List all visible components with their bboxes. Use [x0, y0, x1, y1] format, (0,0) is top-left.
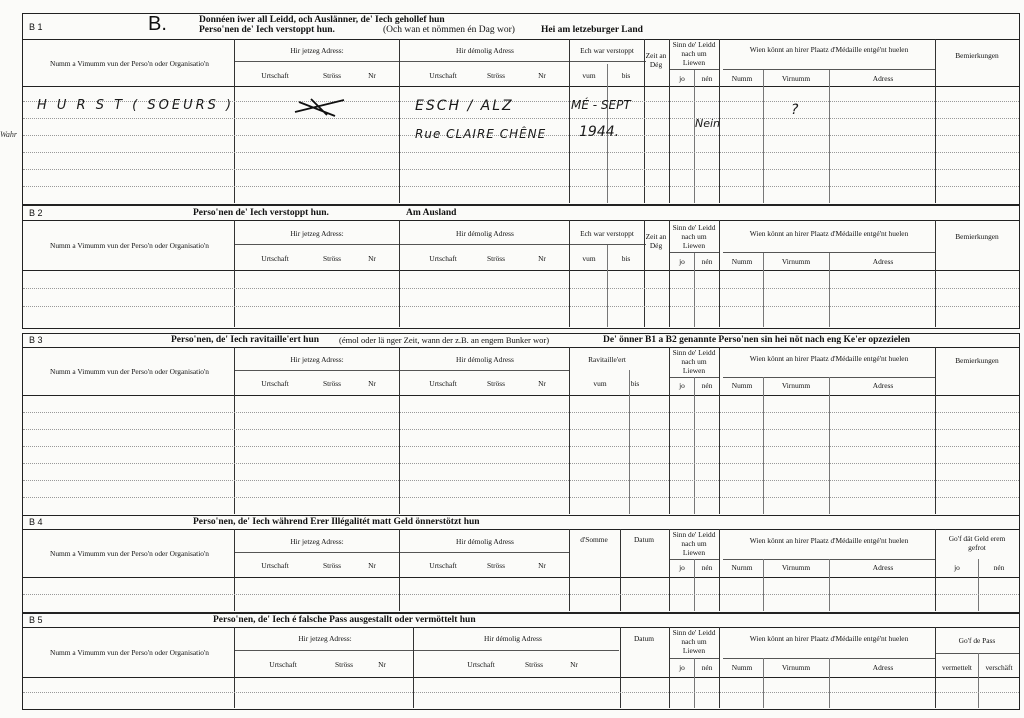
col-addr-now-header: Hir jetzeg Adress:	[290, 229, 344, 238]
sub-nr: Nr	[378, 660, 386, 669]
col-remarks-header: Bemierkungen	[955, 356, 999, 365]
col-addr-now-header: Hir jetzeg Adress:	[298, 634, 352, 643]
table-header	[23, 220, 1019, 271]
hw-year: 1944.	[579, 124, 620, 140]
section-subtitle-note: (Och wan et nömmen én Dag wor)	[383, 25, 515, 35]
sub-no: nén	[993, 563, 1005, 572]
sub-from: vum	[582, 71, 596, 80]
sub-place: Urtschaft	[467, 660, 495, 669]
col-addr-then-header: Hir démolig Adress	[484, 634, 542, 643]
sub-yes: jo	[679, 257, 685, 266]
col-date-header: Datum	[633, 634, 655, 643]
col-hid-header: Ech war verstoppt	[580, 229, 634, 238]
sub-nr: Nr	[538, 379, 546, 388]
sub-street: Ströss	[486, 379, 506, 388]
sub-address: Adress	[872, 381, 894, 390]
sub-no: nén	[701, 663, 713, 672]
hw-name: H U R S T ( SOEURS )	[37, 98, 235, 113]
section-b4	[22, 515, 1020, 613]
section-title: Perso'nen de' Iech verstoppt hun.	[193, 208, 329, 218]
section-title: Perso'nen, de' Iech é falsche Pass ausgestallt oder vermöttelt hun	[213, 615, 476, 625]
sub-nr: Nr	[538, 561, 546, 570]
sub-nr: Nr	[368, 254, 376, 263]
sub-surname: Numm	[731, 74, 753, 83]
sub-from: vum	[582, 254, 596, 263]
sub-address: Adress	[872, 74, 894, 83]
sub-street: Ströss	[322, 71, 342, 80]
sub-no: nén	[701, 74, 713, 83]
col-suffered-header: Sinn de' Leidd nach um Liewen	[672, 348, 716, 375]
section-note: De' önner B1 a B2 genannte Perso'nen sin hei nöt nach eng Ke'er opzezielen	[603, 335, 911, 345]
table-header	[23, 347, 1019, 396]
sub-street: Ströss	[322, 254, 342, 263]
section-title-note: (émol oder lä nger Zeit, wann der z.B. an engem Bunker wor)	[339, 335, 550, 345]
section-code: B 5	[29, 615, 43, 625]
sub-address: Adress	[872, 663, 894, 672]
sub-street: Ströss	[524, 660, 544, 669]
sub-to: bis	[621, 254, 631, 263]
sub-place: Urtschaft	[429, 561, 457, 570]
col-name-header: Numm a Vimumm vun der Perso'n oder Organisatio'n	[50, 648, 209, 657]
section-code: B 4	[29, 517, 43, 527]
sub-street: Ströss	[486, 71, 506, 80]
sub-place: Urtschaft	[429, 379, 457, 388]
col-name-header: Numm a Vimumm vun der Perso'n oder Organisatio'n	[50, 549, 209, 558]
sub-nr: Nr	[570, 660, 578, 669]
col-addr-now-header: Hir jetzeg Adress:	[290, 46, 344, 55]
section-b5	[22, 613, 1020, 710]
sub-firstname: Virnumm	[781, 381, 811, 390]
section-b4-title-bar	[23, 516, 1019, 530]
sub-place: Urtschaft	[261, 379, 289, 388]
sub-yes: jo	[679, 563, 685, 572]
section-title: Donnéen iwer all Leidd, och Auslänner, de' Iech gehollef hun	[199, 15, 445, 25]
sub-to: bis	[630, 379, 640, 388]
hw-alive-no: Nein	[695, 117, 721, 130]
sub-nr: Nr	[538, 254, 546, 263]
col-suffered-header: Sinn de' Leidd nach um Liewen	[672, 530, 716, 557]
sub-street: Ströss	[334, 660, 354, 669]
col-name-header: Numm a Vimumm vun der Perso'n oder Organisatio'n	[50, 59, 209, 68]
sub-nr: Nr	[368, 71, 376, 80]
col-addr-then-header: Hir démolig Adress	[456, 355, 514, 364]
sub-firstname: Virnumm	[781, 74, 811, 83]
col-sum-header: d'Somme	[580, 535, 608, 544]
col-suffered-header: Sinn de' Leidd nach um Liewen	[672, 628, 716, 655]
section-b3-title-bar	[23, 334, 1019, 348]
col-date-header: Datum	[633, 535, 655, 544]
col-medal-header: Wien könnt an hirer Plaatz d'Médaille entgé'nt huelen	[749, 634, 909, 643]
sub-yes: jo	[679, 74, 685, 83]
sub-street: Ströss	[322, 561, 342, 570]
sub-no: nén	[701, 257, 713, 266]
col-ravit-header: Ravitaille'ert	[588, 355, 626, 364]
col-name-header: Numm a Vimumm vun der Perso'n oder Organisatio'n	[50, 367, 209, 376]
col-time-header: Zeit an Dég	[645, 51, 667, 69]
section-b1	[22, 13, 1020, 205]
section-location: Am Ausland	[406, 208, 457, 218]
sub-nr: Nr	[368, 561, 376, 570]
sub-nr: Nr	[538, 71, 546, 80]
sub-from: vum	[593, 379, 607, 388]
sub-firstname: Virnumm	[781, 663, 811, 672]
sub-place: Urtschaft	[429, 71, 457, 80]
col-addr-then-header: Hir démolig Adress	[456, 229, 514, 238]
hw-place: ESCH / ALZ	[415, 98, 514, 114]
sub-firstname: Virnumm	[781, 563, 811, 572]
sub-surname: Numm	[731, 381, 753, 390]
sub-surname: Numm	[731, 257, 753, 266]
col-remarks-header: Bemierkungen	[955, 51, 999, 60]
col-remarks-header: Bemierkungen	[955, 232, 999, 241]
hw-street: Rue CLAIRE CHÊNE	[415, 127, 547, 141]
strike-mark	[289, 96, 349, 118]
sub-place: Urtschaft	[429, 254, 457, 263]
table-header	[23, 529, 1019, 578]
col-medal-header: Wien könnt an hirer Plaatz d'Médaille entgé'nt huelen	[749, 354, 909, 363]
section-location: Hei am letzeburger Land	[541, 25, 643, 35]
margin-handwriting: Wahr	[0, 130, 18, 139]
sub-place: Urtschaft	[269, 660, 297, 669]
section-b1-title-bar	[23, 14, 1019, 40]
sub-firstname: Virnumm	[781, 257, 811, 266]
sub-yes: jo	[679, 663, 685, 672]
col-suffered-header: Sinn de' Leidd nach um Liewen	[672, 40, 716, 67]
section-code: B 1	[29, 22, 43, 32]
sub-street: Ströss	[486, 254, 506, 263]
sub-yes: jo	[954, 563, 960, 572]
section-b2-title-bar	[23, 206, 1019, 221]
col-addr-then-header: Hir démolig Adress	[456, 46, 514, 55]
sub-to: bis	[621, 71, 631, 80]
sub-place: Urtschaft	[261, 71, 289, 80]
col-medal-header: Wien könnt an hirer Plaatz d'Médaille entgé'nt huelen	[749, 536, 909, 545]
sub-no: nén	[701, 563, 713, 572]
col-addr-then-header: Hir démolig Adress	[456, 537, 514, 546]
sub-place: Urtschaft	[261, 254, 289, 263]
section-subtitle: Perso'nen de' Iech verstoppt hun.	[199, 25, 335, 35]
section-title: Perso'nen, de' Iech ravitaille'ert hun	[171, 335, 320, 345]
hw-date-range: MÉ - SEPT	[571, 98, 631, 112]
section-b5-title-bar	[23, 614, 1019, 628]
sub-street: Ströss	[486, 561, 506, 570]
col-time-header: Zeit an Dég	[645, 232, 667, 250]
col-addr-now-header: Hir jetzeg Adress:	[290, 537, 344, 546]
section-title: Perso'nen, de' Iech während Erer Illégalitét matt Geld önnerstötzt hun	[193, 517, 480, 527]
section-letter: B.	[148, 13, 167, 35]
sub-address: Adress	[872, 257, 894, 266]
sub-address: Adress	[872, 563, 894, 572]
hw-medal: ?	[791, 102, 799, 118]
col-pass-header: Go'f de Pass	[958, 636, 996, 645]
col-money-header: Go'f dät Geld erem gefrot	[948, 534, 1006, 552]
col-medal-header: Wien könnt an hirer Plaatz d'Médaille entgé'nt huelen	[749, 229, 909, 238]
sub-nr: Nr	[368, 379, 376, 388]
section-b2	[22, 205, 1020, 329]
sub-yes: jo	[679, 381, 685, 390]
sub-issued: vermettelt	[942, 663, 972, 672]
section-code: B 2	[29, 208, 43, 218]
sub-surname: Nurnm	[731, 563, 753, 572]
sub-made: verschäft	[985, 663, 1013, 672]
col-addr-now-header: Hir jetzeg Adress:	[290, 355, 344, 364]
sub-place: Urtschaft	[261, 561, 289, 570]
sub-surname: Numm	[731, 663, 753, 672]
table-header	[23, 627, 1019, 678]
col-hid-header: Ech war verstoppt	[580, 46, 634, 55]
section-code: B 3	[29, 335, 43, 345]
col-medal-header: Wien könnt an hirer Plaatz d'Médaille entgé'nt huelen	[749, 45, 909, 54]
section-b3	[22, 333, 1020, 516]
table-header	[23, 39, 1019, 87]
col-suffered-header: Sinn de' Leidd nach um Liewen	[672, 223, 716, 250]
sub-street: Ströss	[322, 379, 342, 388]
sub-no: nén	[701, 381, 713, 390]
col-name-header: Numm a Vimumm vun der Perso'n oder Organisatio'n	[50, 241, 209, 250]
